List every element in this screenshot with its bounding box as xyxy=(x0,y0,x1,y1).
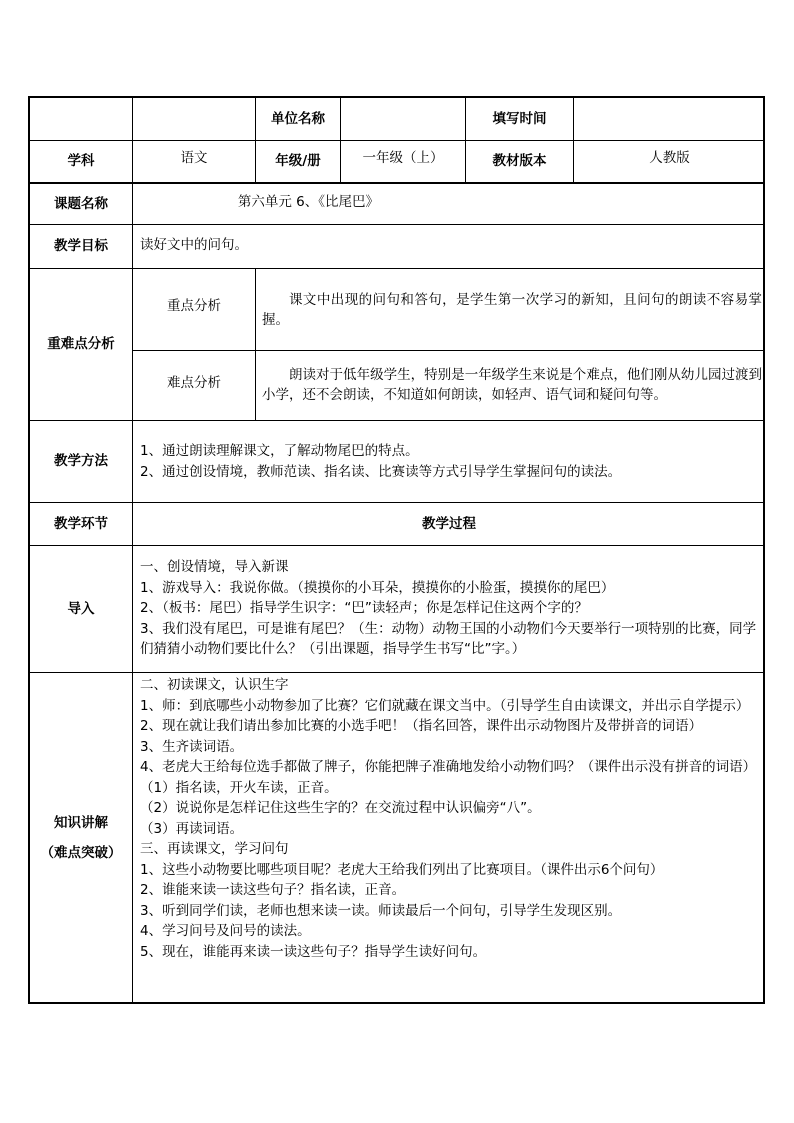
edition-value: 人教版 xyxy=(649,150,690,167)
unit-name-label: 单位名称 xyxy=(271,110,325,127)
knowledge-line: 4、老虎大王给每位选手都做了牌子，你能把牌子准确地发给小动物们吗？（课件出示没有拼音的词语） xyxy=(140,759,757,775)
teaching-goal-text: 读好文中的问句。 xyxy=(140,236,248,253)
teaching-method-label: 教学方法 xyxy=(54,453,108,470)
intro-line: 1、游戏导入：我说你做。（摸摸你的小耳朵，摸摸你的小脸蛋，摸摸你的尾巴） xyxy=(140,579,615,596)
grade-label: 年级/册 xyxy=(275,153,321,170)
knowledge-line: 1、师：到底哪些小动物参加了比赛？它们就藏在课文当中。（引导学生自由读课文，并出示自学提示） xyxy=(140,697,750,714)
method-item: 2、通过创设情境，教师范读、指名读、比赛读等方式引导学生掌握问句的读法。 xyxy=(140,463,622,480)
lesson-plan-table xyxy=(28,96,765,1004)
knowledge-line: 4、学习问号及问号的读法。 xyxy=(140,923,311,939)
knowledge-label: 知识讲解 xyxy=(54,814,108,831)
teaching-process-label: 教学过程 xyxy=(422,515,476,532)
intro-label: 导入 xyxy=(67,600,95,617)
knowledge-line: （1）指名读，开火车读，正音。 xyxy=(140,779,338,796)
teaching-stage-label: 教学环节 xyxy=(54,515,108,532)
lesson-title-label: 课题名称 xyxy=(54,195,108,212)
difficult-point-text: 朗读对于低年级学生，特别是一年级学生来说是个难点，他们刚从幼儿园过渡到小学，还不会朗读，不知道如何朗读，如轻声、语气词和疑问句等。 xyxy=(262,367,762,403)
knowledge-label-cell xyxy=(30,673,132,1003)
fill-time-value xyxy=(574,98,765,140)
subject-value: 语文 xyxy=(180,150,208,167)
teaching-method-list xyxy=(140,441,760,482)
knowledge-content xyxy=(140,675,764,962)
subject-label: 学科 xyxy=(67,153,95,170)
column-divider xyxy=(132,98,133,1004)
intro-line: 一、创设情境，导入新课 xyxy=(140,559,289,575)
knowledge-line: 3、生齐读词语。 xyxy=(140,738,244,755)
knowledge-line: （3）再读词语。 xyxy=(140,820,244,837)
key-difficulty-label: 重难点分析 xyxy=(47,336,115,353)
knowledge-line: 2、现在就让我们请出参加比赛的小选手吧！（指名回答，课件出示动物图片及带拼音的词语） xyxy=(140,718,703,734)
knowledge-line: 3、听到同学们读，老师也想来读一读。师读最后一个问句，引导学生发现区别。 xyxy=(140,902,622,919)
column-divider xyxy=(255,268,256,420)
fill-time-label: 填写时间 xyxy=(492,110,547,127)
knowledge-line: 二、初读课文，认识生字 xyxy=(140,677,289,693)
teaching-goal-label: 教学目标 xyxy=(54,238,108,255)
knowledge-sublabel: （难点突破） xyxy=(40,845,122,861)
difficult-point-label: 难点分析 xyxy=(167,374,221,391)
intro-content xyxy=(140,557,764,660)
row-divider xyxy=(30,545,763,546)
edition-label: 教材版本 xyxy=(492,153,547,170)
row-divider xyxy=(30,672,763,673)
row-divider xyxy=(30,420,763,421)
knowledge-line: 三、再读课文，学习问句 xyxy=(140,841,289,857)
unit-name-value xyxy=(341,98,465,140)
intro-line: 2、（板书：尾巴）指导学生识字：“巴”读轻声；你是怎样记住这两个字的？ xyxy=(140,600,588,616)
key-point-text: 课文中出现的问句和答句，是学生第一次学习的新知，且问句的朗读不容易掌握。 xyxy=(262,292,762,328)
key-point-label: 重点分析 xyxy=(167,297,221,314)
intro-line: 3、我们没有尾巴，可是谁有尾巴？（生：动物）动物王国的小动物们今天要举行一项特别的比赛，同学们猜猜小动物们要比什么？（引出课题，指导学生书写“比”字。） xyxy=(140,620,757,657)
knowledge-line: 5、现在，谁能再来读一读这些句子？指导学生读好问句。 xyxy=(140,943,487,960)
method-item: 1、通过朗读理解课文，了解动物尾巴的特点。 xyxy=(140,443,419,459)
grade-value: 一年级（上） xyxy=(362,150,444,167)
knowledge-line: （2）说说你是怎样记住这些生字的？在交流过程中认识偏旁“八”。 xyxy=(140,800,541,816)
knowledge-line: 1、这些小动物要比哪些项目呢？老虎大王给我们列出了比赛项目。（课件出示6个问句） xyxy=(140,861,664,878)
lesson-title-value: 第六单元 6、《比尾巴》 xyxy=(237,193,379,210)
knowledge-line: 2、谁能来读一读这些句子？指名读，正音。 xyxy=(140,882,406,898)
